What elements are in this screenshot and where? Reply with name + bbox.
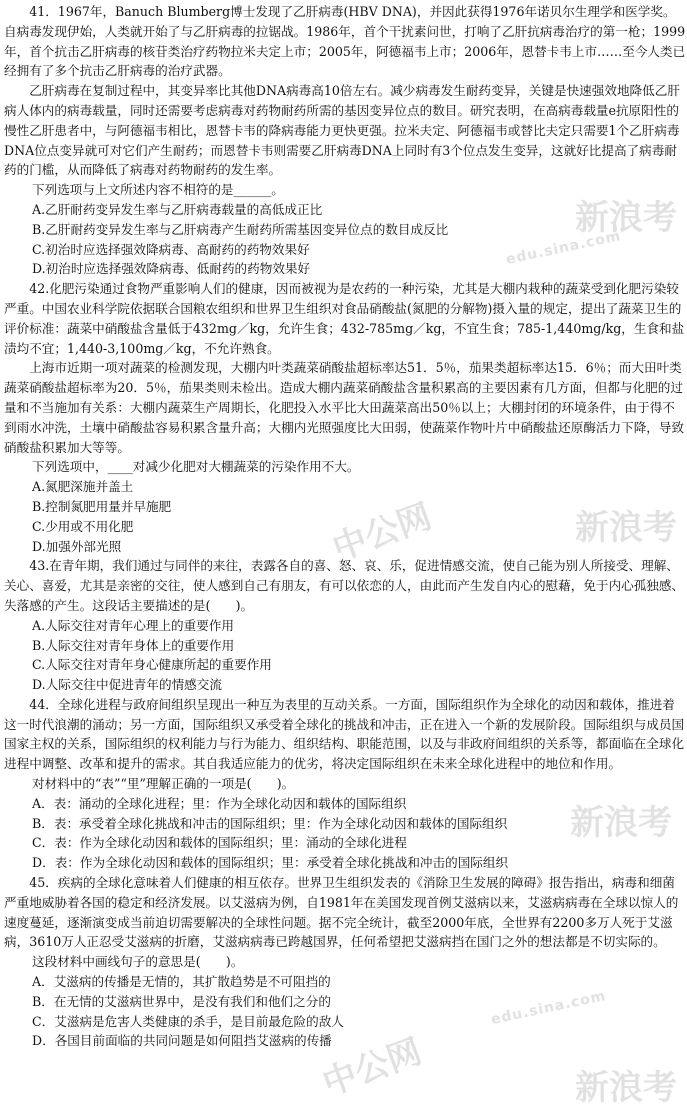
sina-watermark: 新浪考	[575, 1068, 677, 1108]
q42-option-c: C.少用或不用化肥	[32, 518, 134, 534]
q45-option-b: B．在无情的艾滋病世界中，是没有我们和他们之分的	[32, 993, 331, 1009]
q45-option-d: D．各国目前面临的共同问题是如何阻挡艾滋病的传播	[32, 1033, 332, 1049]
q41-option-b: B.乙肝耐药变异发生率与乙肝病毒产生耐药所需基因变异位点的数目成反比	[32, 221, 449, 237]
zhonggong-watermark: 中公网	[327, 496, 437, 570]
q44-option-c: C．表：作为全球化动因和载体的国际组织；里：涌动的全球化进程	[32, 835, 407, 851]
q44-paragraph-1: 44．全球化进程与政府间组织呈现出一种互为表里的互动关系。一方面，国际组织作为全球化的动因和载体，推进着这一时代浪潮的涌动；另一方面，国际组织又承受着全球化的挑战和冲击，正在进入一个新的发展阶段。国际组织与成员国国家主权的关系，国际组织的权利能力与行为能力、组织结构、职能范围，以及与非政府间组织的关系等，都面临在全球化进程中调整、改革和提升的需求。其自我适应能力的优劣，将决定国际组织在未来全球化进程中的地位和作用。	[4, 696, 685, 772]
q44-prompt: 对材料中的“表”“里”理解正确的一项是( )。	[32, 776, 295, 792]
question-44	[4, 695, 686, 873]
q41-option-a: A.乙肝耐药变异发生率与乙肝病毒载量的高低成正比	[32, 201, 323, 217]
q41-paragraph-2: 乙肝病毒在复制过程中，其变异率比其他DNA病毒高10倍左右。减少病毒发生耐药变异，关键是快速强效地降低乙肝病人体内的病毒载量，同时还需要考虑病毒对药物耐药所需的基因变异位点的数目。研究表明，在高病毒载量e抗原阳性的慢性乙肝患者中，与阿德福韦相比，恩替卡韦的降病毒能力更快更强。拉米夫定、阿德福韦或替比夫定只需要1个乙肝病毒DNA位点变异就可对它们产生耐药；而恩替卡韦则需要乙肝病毒DNA上同时有3个位点发生变异，这就好比提高了病毒耐药的门槛，从而降低了病毒对药物耐药的发生率。	[4, 83, 680, 178]
sina-watermark: 新浪考	[570, 803, 672, 843]
q43-paragraph-1: 43.在青年期，我们通过与同伴的来往，表露各自的喜、怒、哀、乐，促进情感交流，使自己能为别人所接受、理解、关心、喜爱，尤其是亲密的交往，使人感到自己有朋友，有可以依恋的人，由此而产生发自内心的慰藉，免于内心孤独感、失落感的产生。这段话主要描述的是( )。	[4, 558, 685, 613]
zhonggong-watermark: 中公网	[317, 1031, 427, 1105]
q42-paragraph-1: 42.化肥污染通过食物严重影响人们的健康，因而被视为是农药的一种污染，尤其是大棚内栽种的蔬菜受到化肥污染较严重。中国农业科学院依据联合国粮农组织和世界卫生组织对食品硝酸盐(氮肥的分解物)摄入量的规定，提出了蔬菜卫生的评价标准：蔬菜中硝酸盐含量低于432mg／kg，允许生食；432-785mg／kg，不宜生食；785-1,440mg/kg，生食和盐渍均不宜；1,440-3,100mg／kg，不允许熟食。	[4, 281, 685, 356]
q45-option-c: C．艾滋病是危害人类健康的杀手，是目前最危险的敌人	[32, 1013, 344, 1029]
q41-option-d: D.初治时应选择强效降病毒、低耐药的药物效果好	[32, 261, 311, 277]
question-42	[4, 279, 686, 556]
q42-paragraph-2: 上海市近期一项对蔬菜的检测发现，大棚内叶类蔬菜硝酸盐超标率达51．5％，茄果类超标率达15．6％；而大田叶类蔬菜硝酸盐超标率为20．5％，茄果类则未检出。造成大棚内蔬菜硝酸盐含量积累高的主要因素有几方面，但都与化肥的过量和不当施加有关系：大棚内蔬菜生产周期长，化肥投入水平比大田蔬菜高出50％以上；大棚封闭的环境条件，由于得不到雨水冲洗，土壤中硝酸盐容易积累含量升高；大棚内光照强度比大田弱，使蔬菜作物叶片中硝酸盐还原酶活力下降，导致硝酸盐积累加大等等。	[4, 360, 685, 455]
q43-option-d: D.人际交往中促进青年的情感交流	[32, 677, 222, 693]
q43-option-a: A.人际交往对青年心理上的重要作用	[32, 617, 235, 633]
q42-option-d: D.加强外部光照	[32, 538, 122, 554]
q45-option-a: A．艾滋病的传播是无情的，其扩散趋势是不可阻挡的	[32, 974, 331, 990]
question-41	[4, 2, 686, 279]
q41-prompt: 下列选项与上文所述内容不相符的是______。	[32, 182, 284, 198]
q43-option-b: B.人际交往对青年身体上的重要作用	[32, 637, 235, 653]
q42-prompt: 下列选项中，____对减少化肥对大棚蔬菜的污染作用不大。	[32, 459, 360, 475]
q45-prompt: 这段材料中画线句子的意思是( )。	[32, 954, 244, 970]
q43-option-c: C.人际交往对青年身心健康所起的重要作用	[32, 657, 272, 673]
q44-option-a: A．表：涌动的全球化进程；里：作为全球化动因和载体的国际组织	[32, 795, 407, 811]
q42-option-a: A.氮肥深施并盖土	[32, 479, 134, 495]
q44-option-b: B．表：承受着全球化挑战和冲击的国际组织；里：作为全球化动因和载体的国际组织	[32, 815, 508, 831]
q41-option-c: C.初治时应选择强效降病毒、高耐药的药物效果好	[32, 241, 310, 257]
exam-content	[0, 2, 686, 1051]
q42-option-b: B.控制氮肥用量并早施肥	[32, 498, 172, 514]
sina-watermark: 新浪考	[575, 508, 677, 548]
url-watermark: edu.sina.com	[504, 227, 623, 269]
q44-option-d: D．表：作为全球化动因和载体的国际组织；里：承受着全球化挑战和冲击的国际组织	[32, 855, 509, 871]
q41-paragraph-1: 41．1967年，Banuch Blumberg博士发现了乙肝病毒(HBV DNA)，并因此获得1976年诺贝尔生理学和医学奖。自病毒发现伊始，人类就开始了与乙肝病毒的拉锯战。1986年，首个干扰素问世，打响了乙肝抗病毒治疗的第一枪；1999年，首个抗击乙肝病毒的核苷类治疗药物拉米夫定上市；2005年，阿德福韦上市；2006年，恩替卡韦上市……至今人类已经拥有了多个抗击乙肝病毒的治疗武器。	[4, 4, 686, 79]
url-watermark: edu.sina.com	[489, 987, 608, 1029]
question-43	[4, 556, 686, 695]
q45-paragraph-1: 45．疾病的全球化意味着人们健康的相互依存。世界卫生组织发表的《消除卫生发展的障碍》报告指出，病毒和细菌严重地威胁着各国的稳定和经济发展。以艾滋病为例，自1981年在美国发现首例艾滋病以来，艾滋病病毒在全球以惊人的速度蔓延，逐渐演变成当前迫切需要解决的全球性问题。据不完全统计，截至2000年底，全世界有2200多万人死于艾滋病，3610万人正忍受艾滋病的折磨，艾滋病病毒已跨越国界，任何希望把艾滋病挡在国门之外的想法都是不切实际的。	[4, 875, 679, 950]
sina-watermark: 新浪考	[575, 198, 677, 238]
question-45	[4, 873, 686, 1051]
